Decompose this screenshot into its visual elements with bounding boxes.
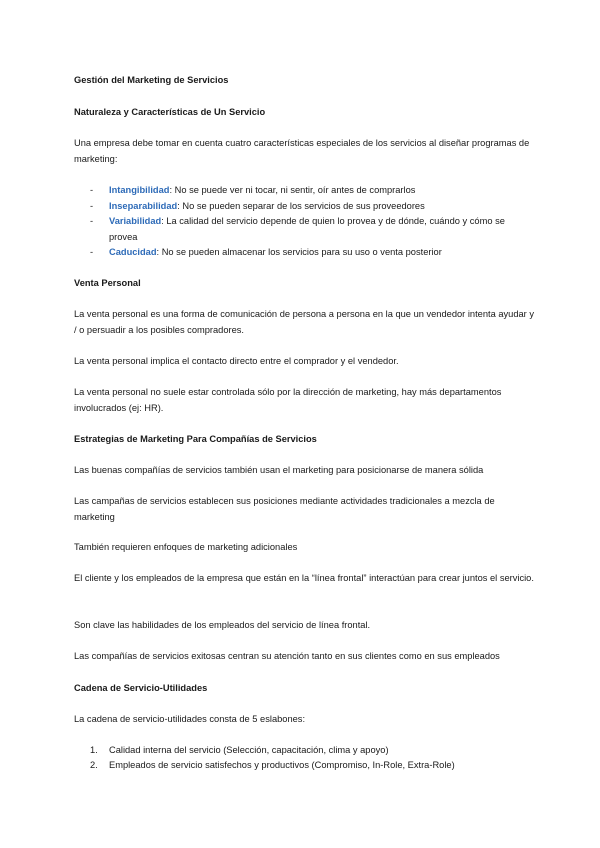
number-marker: 2. [90,760,98,770]
bullet-text: : No se pueden separar de los servicios de sus proveedores [177,201,425,211]
number-marker: 1. [90,745,98,755]
paragraph: Las compañías de servicios exitosas centran su atención tanto en sus clientes como en sus empleados [74,651,500,661]
section-heading-estrategias: Estrategias de Marketing Para Compañías de Servicios [74,434,317,444]
numbered-item-text: Empleados de servicio satisfechos y productivos (Compromiso, In-Role, Extra-Role) [109,760,455,770]
document-title: Gestión del Marketing de Servicios [74,75,229,85]
bullet-label: Caducidad [109,247,157,257]
paragraph: Las campañas de servicios establecen sus posiciones mediante actividades tradicionales a mezcla de marketing [74,496,495,522]
bullet-marker: - [90,216,94,226]
bullet-text: : No se puede ver ni tocar, ni sentir, oír antes de comprarlos [169,185,416,195]
bullet-label: Variabilidad [109,216,162,226]
bullet-marker: - [90,201,94,211]
bullet-text: : La calidad del servicio depende de quien lo provea y de dónde, cuándo y cómo se provea [109,216,505,242]
section-heading-cadena: Cadena de Servicio-Utilidades [74,683,208,693]
paragraph: También requieren enfoques de marketing adicionales [74,542,298,552]
numbered-item-text: Calidad interna del servicio (Selección, capacitación, clima y apoyo) [109,745,389,755]
paragraph: Son clave las habilidades de los empleados del servicio de línea frontal. [74,620,371,630]
section-heading-venta: Venta Personal [74,278,141,288]
bullet-marker: - [90,247,94,257]
paragraph: La venta personal implica el contacto directo entre el comprador y el vendedor. [74,356,399,366]
section-heading-naturaleza: Naturaleza y Características de Un Servicio [74,107,266,117]
bullet-text: : No se pueden almacenar los servicios para su uso o venta posterior [156,247,442,257]
paragraph: La venta personal no suele estar controlada sólo por la dirección de marketing, hay más departamentos involucrados (ej: HR). [74,387,502,413]
paragraph-intro: Una empresa debe tomar en cuenta cuatro características especiales de los servicios al diseñar programas de marketing: [74,138,530,164]
paragraph: El cliente y los empleados de la empresa que están en la “línea frontal” interactúan para crear juntos el servicio. [74,573,534,583]
paragraph: La venta personal es una forma de comunicación de persona a persona en la que un vendedor intenta ayudar y / o persuadir a los posibles compradores. [74,309,534,335]
bullet-label: Intangibilidad [109,185,170,195]
paragraph-intro: La cadena de servicio-utilidades consta de 5 eslabones: [74,714,306,724]
bullet-marker: - [90,185,94,195]
bullet-label: Inseparabilidad [109,201,178,211]
paragraph: Las buenas compañías de servicios también usan el marketing para posicionarse de manera sólida [74,465,484,475]
